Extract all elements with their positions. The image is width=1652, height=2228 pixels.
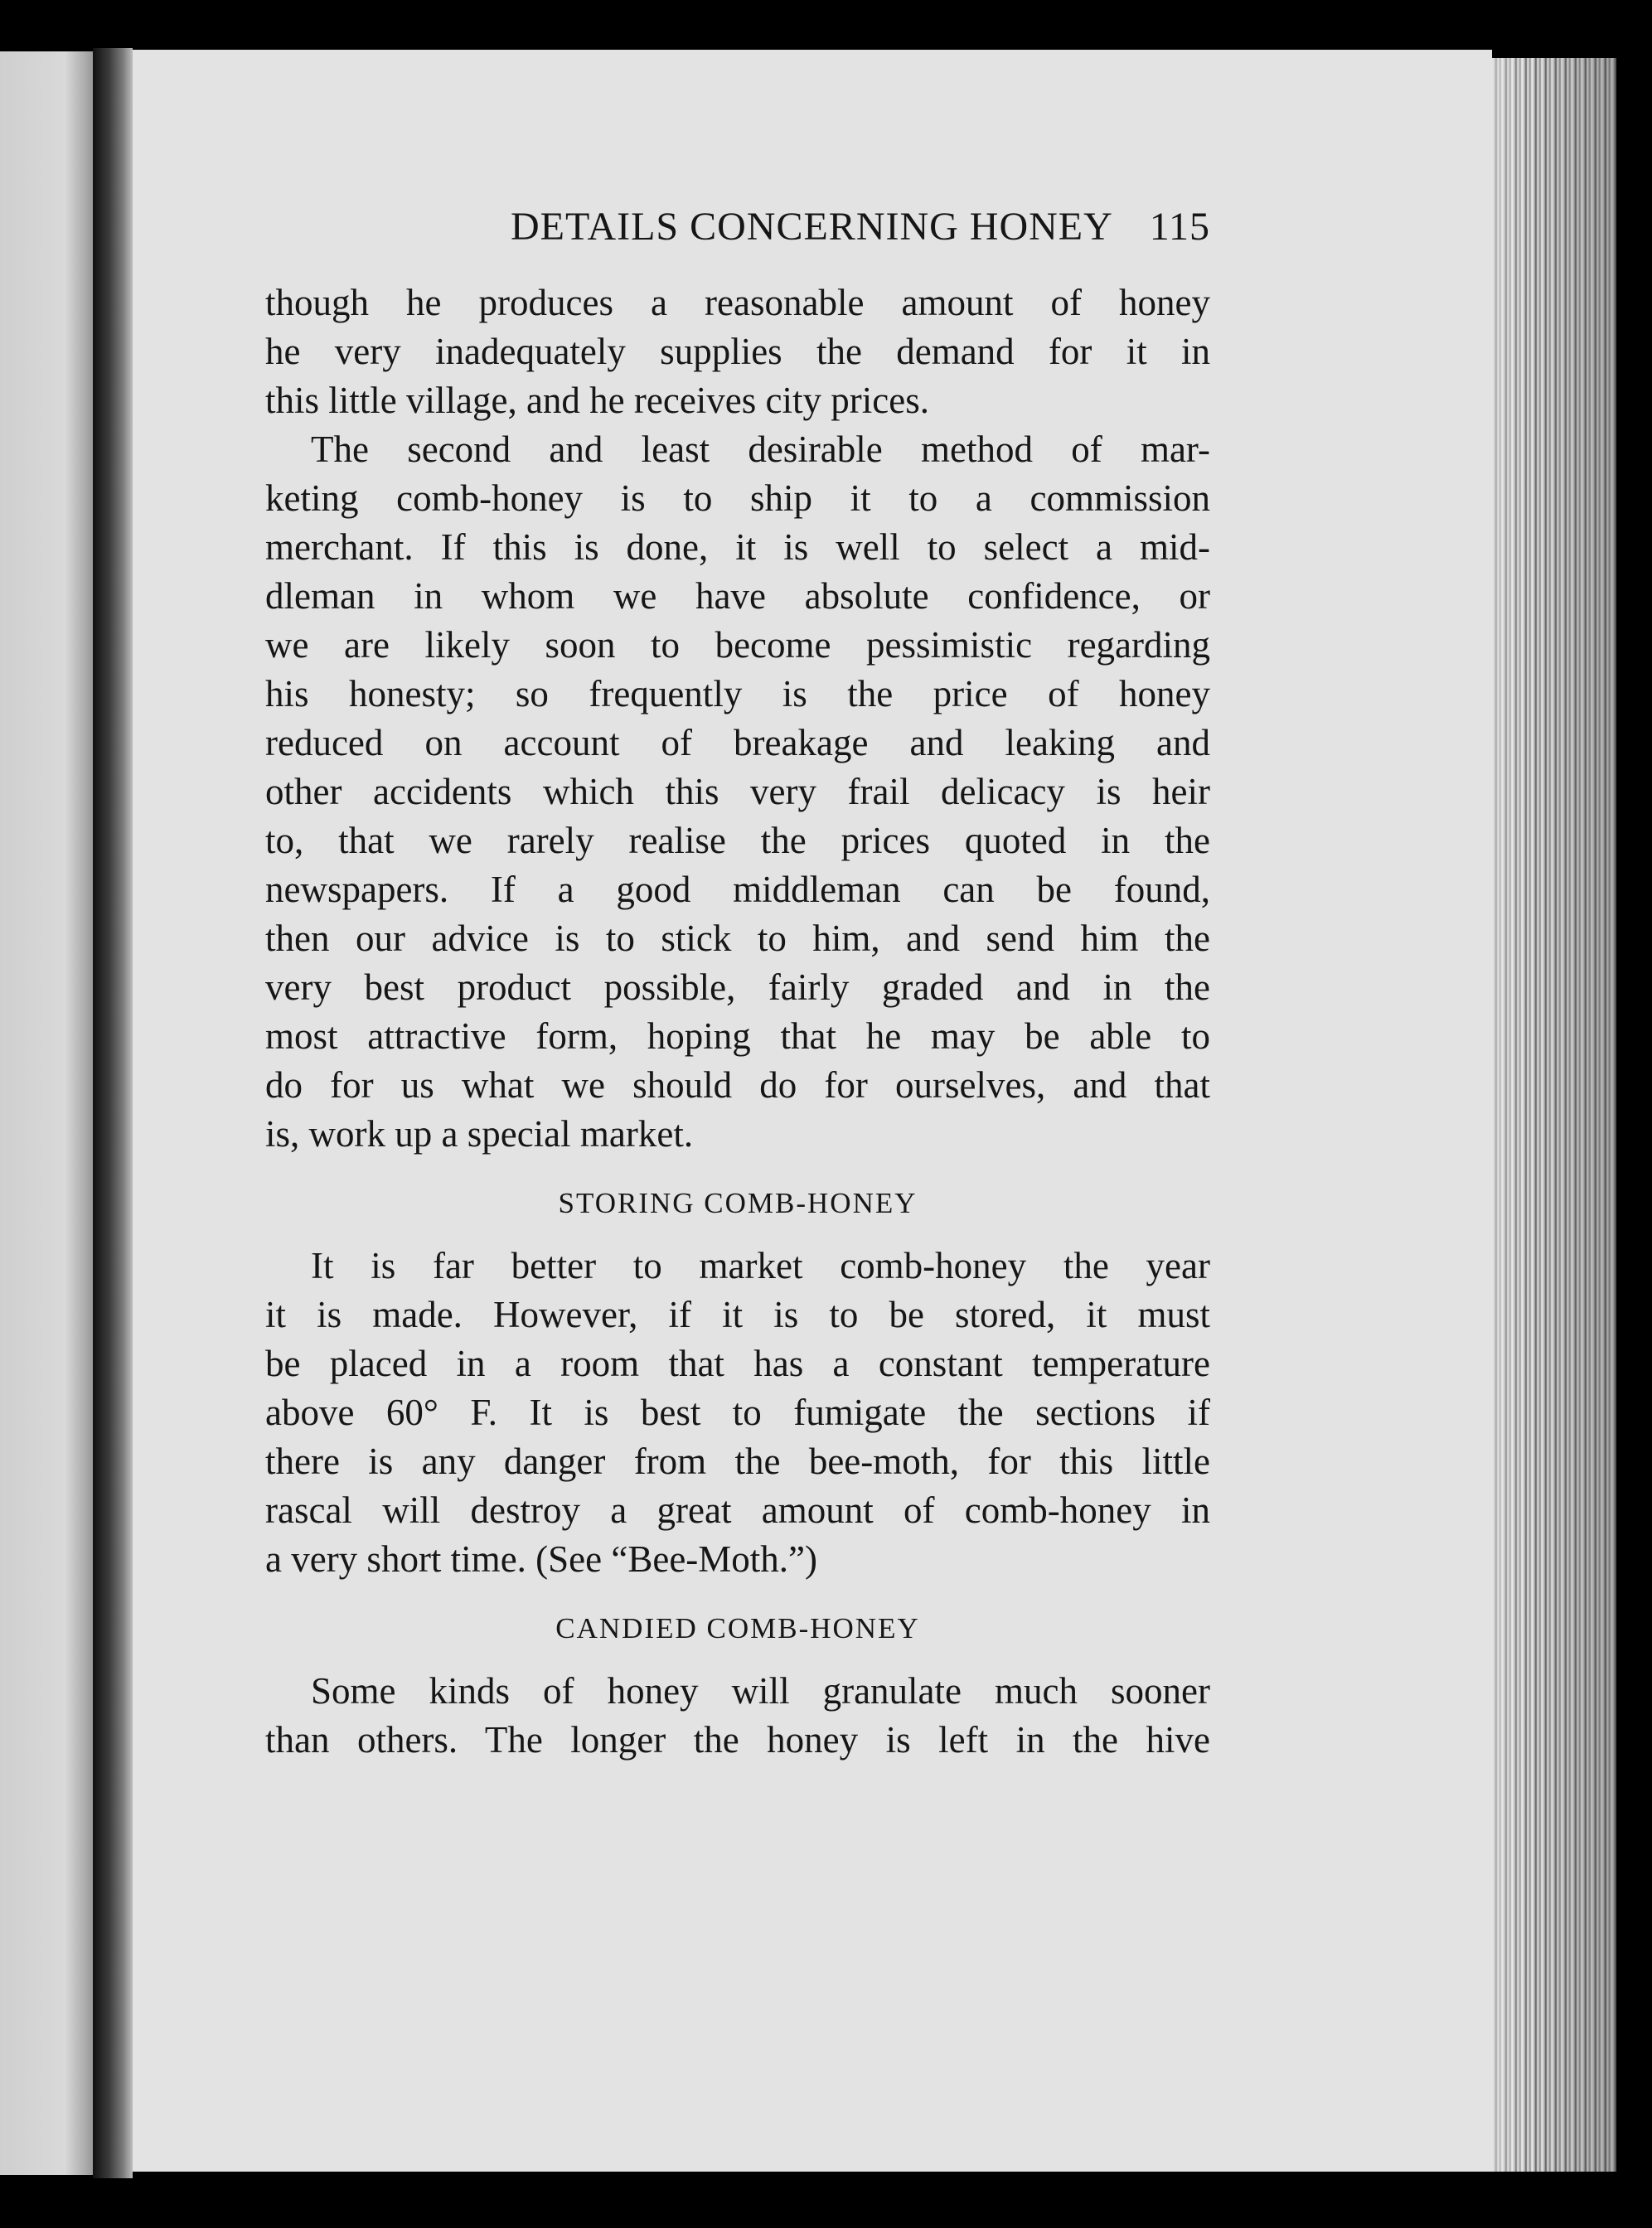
text-line: rascal will destroy a great amount of comb-honey in (265, 1489, 1210, 1531)
page-number: 115 (1149, 205, 1210, 249)
text-line: keting comb-honey is to ship it to a commission (265, 477, 1210, 519)
text-line: then our advice is to stick to him, and send him the (265, 918, 1210, 959)
text-line: newspapers. If a good middleman can be found, (265, 869, 1210, 910)
text-line: The second and least desirable method of mar- (311, 429, 1210, 470)
page-edge-shading (1492, 58, 1616, 2172)
text-line: this little village, and he receives city prices. (265, 380, 929, 421)
text-line: there is any danger from the bee-moth, for this little (265, 1441, 1210, 1482)
text-line: most attractive form, hoping that he may be able to (265, 1015, 1210, 1057)
text-line: do for us what we should do for ourselves, and that (265, 1064, 1210, 1106)
text-line: a very short time. (See “Bee-Moth.”) (265, 1538, 818, 1580)
text-line: his honesty; so frequently is the price of honey (265, 673, 1210, 714)
text-line: he very inadequately supplies the demand for it in (265, 331, 1210, 372)
paragraph-candied (265, 1667, 1210, 1765)
text-line: It is far better to market comb-honey the year (311, 1245, 1210, 1286)
text-line: is, work up a special market. (265, 1113, 694, 1155)
paragraph-continued (265, 278, 1210, 425)
page-text-block (265, 199, 1210, 1765)
facing-page-edge (0, 51, 93, 2175)
book-gutter-shadow (93, 48, 133, 2178)
section-heading-storing: STORING COMB-HONEY (558, 1187, 918, 1219)
section-heading-candied: CANDIED COMB-HONEY (555, 1612, 920, 1644)
paragraph-storing (265, 1242, 1210, 1584)
paragraph-marketing (265, 425, 1210, 1159)
text-line: Some kinds of honey will granulate much sooner (311, 1670, 1210, 1712)
text-line: though he produces a reasonable amount of honey (265, 282, 1210, 323)
text-line: be placed in a room that has a constant temperature (265, 1343, 1210, 1384)
text-line: to, that we rarely realise the prices quoted in the (265, 820, 1210, 861)
text-line: we are likely soon to become pessimistic regarding (265, 624, 1210, 666)
running-head (265, 199, 1210, 255)
text-line: dleman in whom we have absolute confidence, or (265, 575, 1210, 617)
text-line: above 60° F. It is best to fumigate the sections if (265, 1392, 1210, 1433)
text-line: merchant. If this is done, it is well to select a mid- (265, 526, 1210, 568)
text-line: very best product possible, fairly graded and in the (265, 966, 1210, 1008)
text-line: it is made. However, if it is to be stored, it must (265, 1294, 1210, 1335)
text-line: reduced on account of breakage and leaking and (265, 722, 1210, 763)
text-line: other accidents which this very frail delicacy is heir (265, 771, 1210, 812)
running-head-title: DETAILS CONCERNING HONEY (511, 205, 1113, 249)
text-line: than others. The longer the honey is left in the hive (265, 1719, 1210, 1761)
